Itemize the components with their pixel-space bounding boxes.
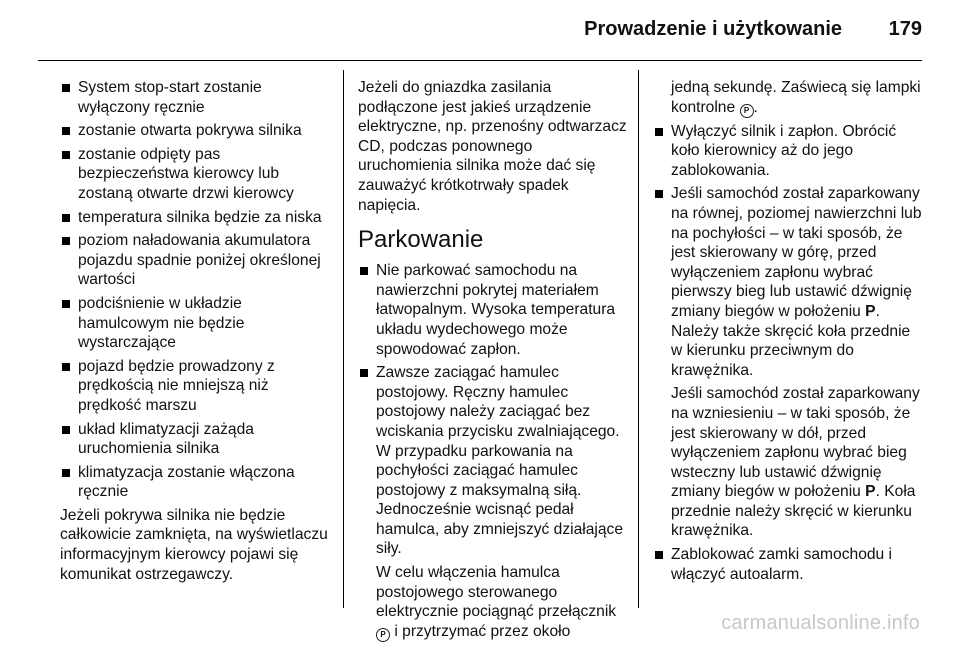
column-divider (343, 70, 344, 608)
list-item: poziom naładowania akumulatora pojazdu spadnie poniżej określonej wartości (60, 231, 328, 290)
list-item: układ klimatyzacji zażąda uruchomienia silnika (60, 420, 328, 459)
watermark: carmanualsonline.info (721, 612, 920, 634)
column-divider (638, 70, 639, 608)
list-item: System stop-start zostanie wyłączony ręcznie (60, 78, 328, 117)
downhill-paragraph (653, 384, 923, 541)
list-item: Wyłączyć silnik i zapłon. Obrócić koło kierownicy aż do jego zablokowania. (653, 122, 923, 181)
section-heading-parkowanie: Parkowanie (358, 226, 484, 254)
page-number: 179 (888, 18, 922, 40)
header-divider (38, 60, 922, 61)
gear-p-label: P (865, 483, 876, 501)
continuation-paragraph (653, 78, 923, 118)
list-item: zostanie odpięty pas bezpieczeństwa kierowcy lub zostaną otwarte drzwi kierowcy (60, 145, 328, 204)
parking-brake-icon: P (740, 104, 754, 118)
parking-brake-text-a: W celu włączenia hamulca postojowego sterowanego elektrycznie pociągnąć przełącznik (376, 564, 617, 621)
gear-p-label: P (865, 302, 876, 320)
list-item: zostanie otwarta pokrywa silnika (60, 121, 328, 141)
continuation-text-a: jedną sekundę. Zaświecą się lampki kontrolne (671, 79, 921, 116)
list-item: pojazd będzie prowadzony z prędkością nie mniejszą niż prędkość marszu (60, 357, 328, 416)
list-item: Zablokować zamki samochodu i włączyć autoalarm. (653, 545, 923, 584)
list-item (653, 184, 923, 380)
list-item: Zawsze zaciągać hamulec postojowy. Ręczny hamulec postojowy należy zaciągać bez wciskania przycisku zwalniającego. W przypadku parkowania na pochyłości zaciągać hamulec postojowy z maksymalną siłą. Jednocześnie wcisnąć pedał hamulca, aby zmniejszyć działające siły. (358, 363, 628, 559)
parking-brake-paragraph (358, 563, 628, 642)
list-item: temperatura silnika będzie za niska (60, 208, 328, 228)
voltage-paragraph: Jeżeli do gniazdka zasilania podłączone jest jakieś urządzenie elektryczne, np. przenośny odtwarzacz CD, podczas ponownego uruchomienia silnika może dać się zauważyć krótkotrwały spadek napięcia. (358, 79, 627, 214)
level-parking-text-a: Jeśli samochód został zaparkowany na równej, poziomej nawierzchni lub na pochyłości – w taki sposób, że jest skierowany w górę, przed wyłączeniem zapłonu wybrać pierwszy bieg lub ustawić dźwignię zmiany biegów w położeniu (671, 185, 922, 320)
parking-brake-icon: P (376, 628, 390, 642)
column-3 (653, 78, 923, 588)
downhill-text-b: . Koła przednie należy skręcić w kierunku krawężnika. (671, 483, 916, 540)
list-item: Nie parkować samochodu na nawierzchni pokrytej materiałem łatwopalnym. Wysoka temperatura układu wydechowego może spowodować zapłon. (358, 261, 628, 359)
column-1 (60, 78, 328, 588)
parking-brake-text-b: i przytrzymać przez około (394, 622, 571, 640)
downhill-text-a: Jeśli samochód został zaparkowany na wzniesieniu – w taki sposób, że jest skierowany w dół, przed wyłączeniem zapłonu wybrać bieg wsteczny lub ustawić dźwignię zmiany biegów w położeniu (671, 385, 920, 501)
list-item: klimatyzacja zostanie włączona ręcznie (60, 463, 328, 502)
page-header (0, 0, 960, 60)
level-parking-text-b: . Należy także skręcić koła przednie w kierunku przeciwnym do krawężnika. (671, 302, 911, 379)
continuation-text-b: . (753, 98, 758, 116)
column-2 (358, 78, 628, 646)
warning-paragraph: Jeżeli pokrywa silnika nie będzie całkowicie zamknięta, na wyświetlaczu informacyjnym kierowcy pojawi się komunikat ostrzegawczy. (60, 506, 328, 583)
page-title: Prowadzenie i użytkowanie (584, 18, 842, 40)
list-item: podciśnienie w układzie hamulcowym nie będzie wystarczające (60, 294, 328, 353)
